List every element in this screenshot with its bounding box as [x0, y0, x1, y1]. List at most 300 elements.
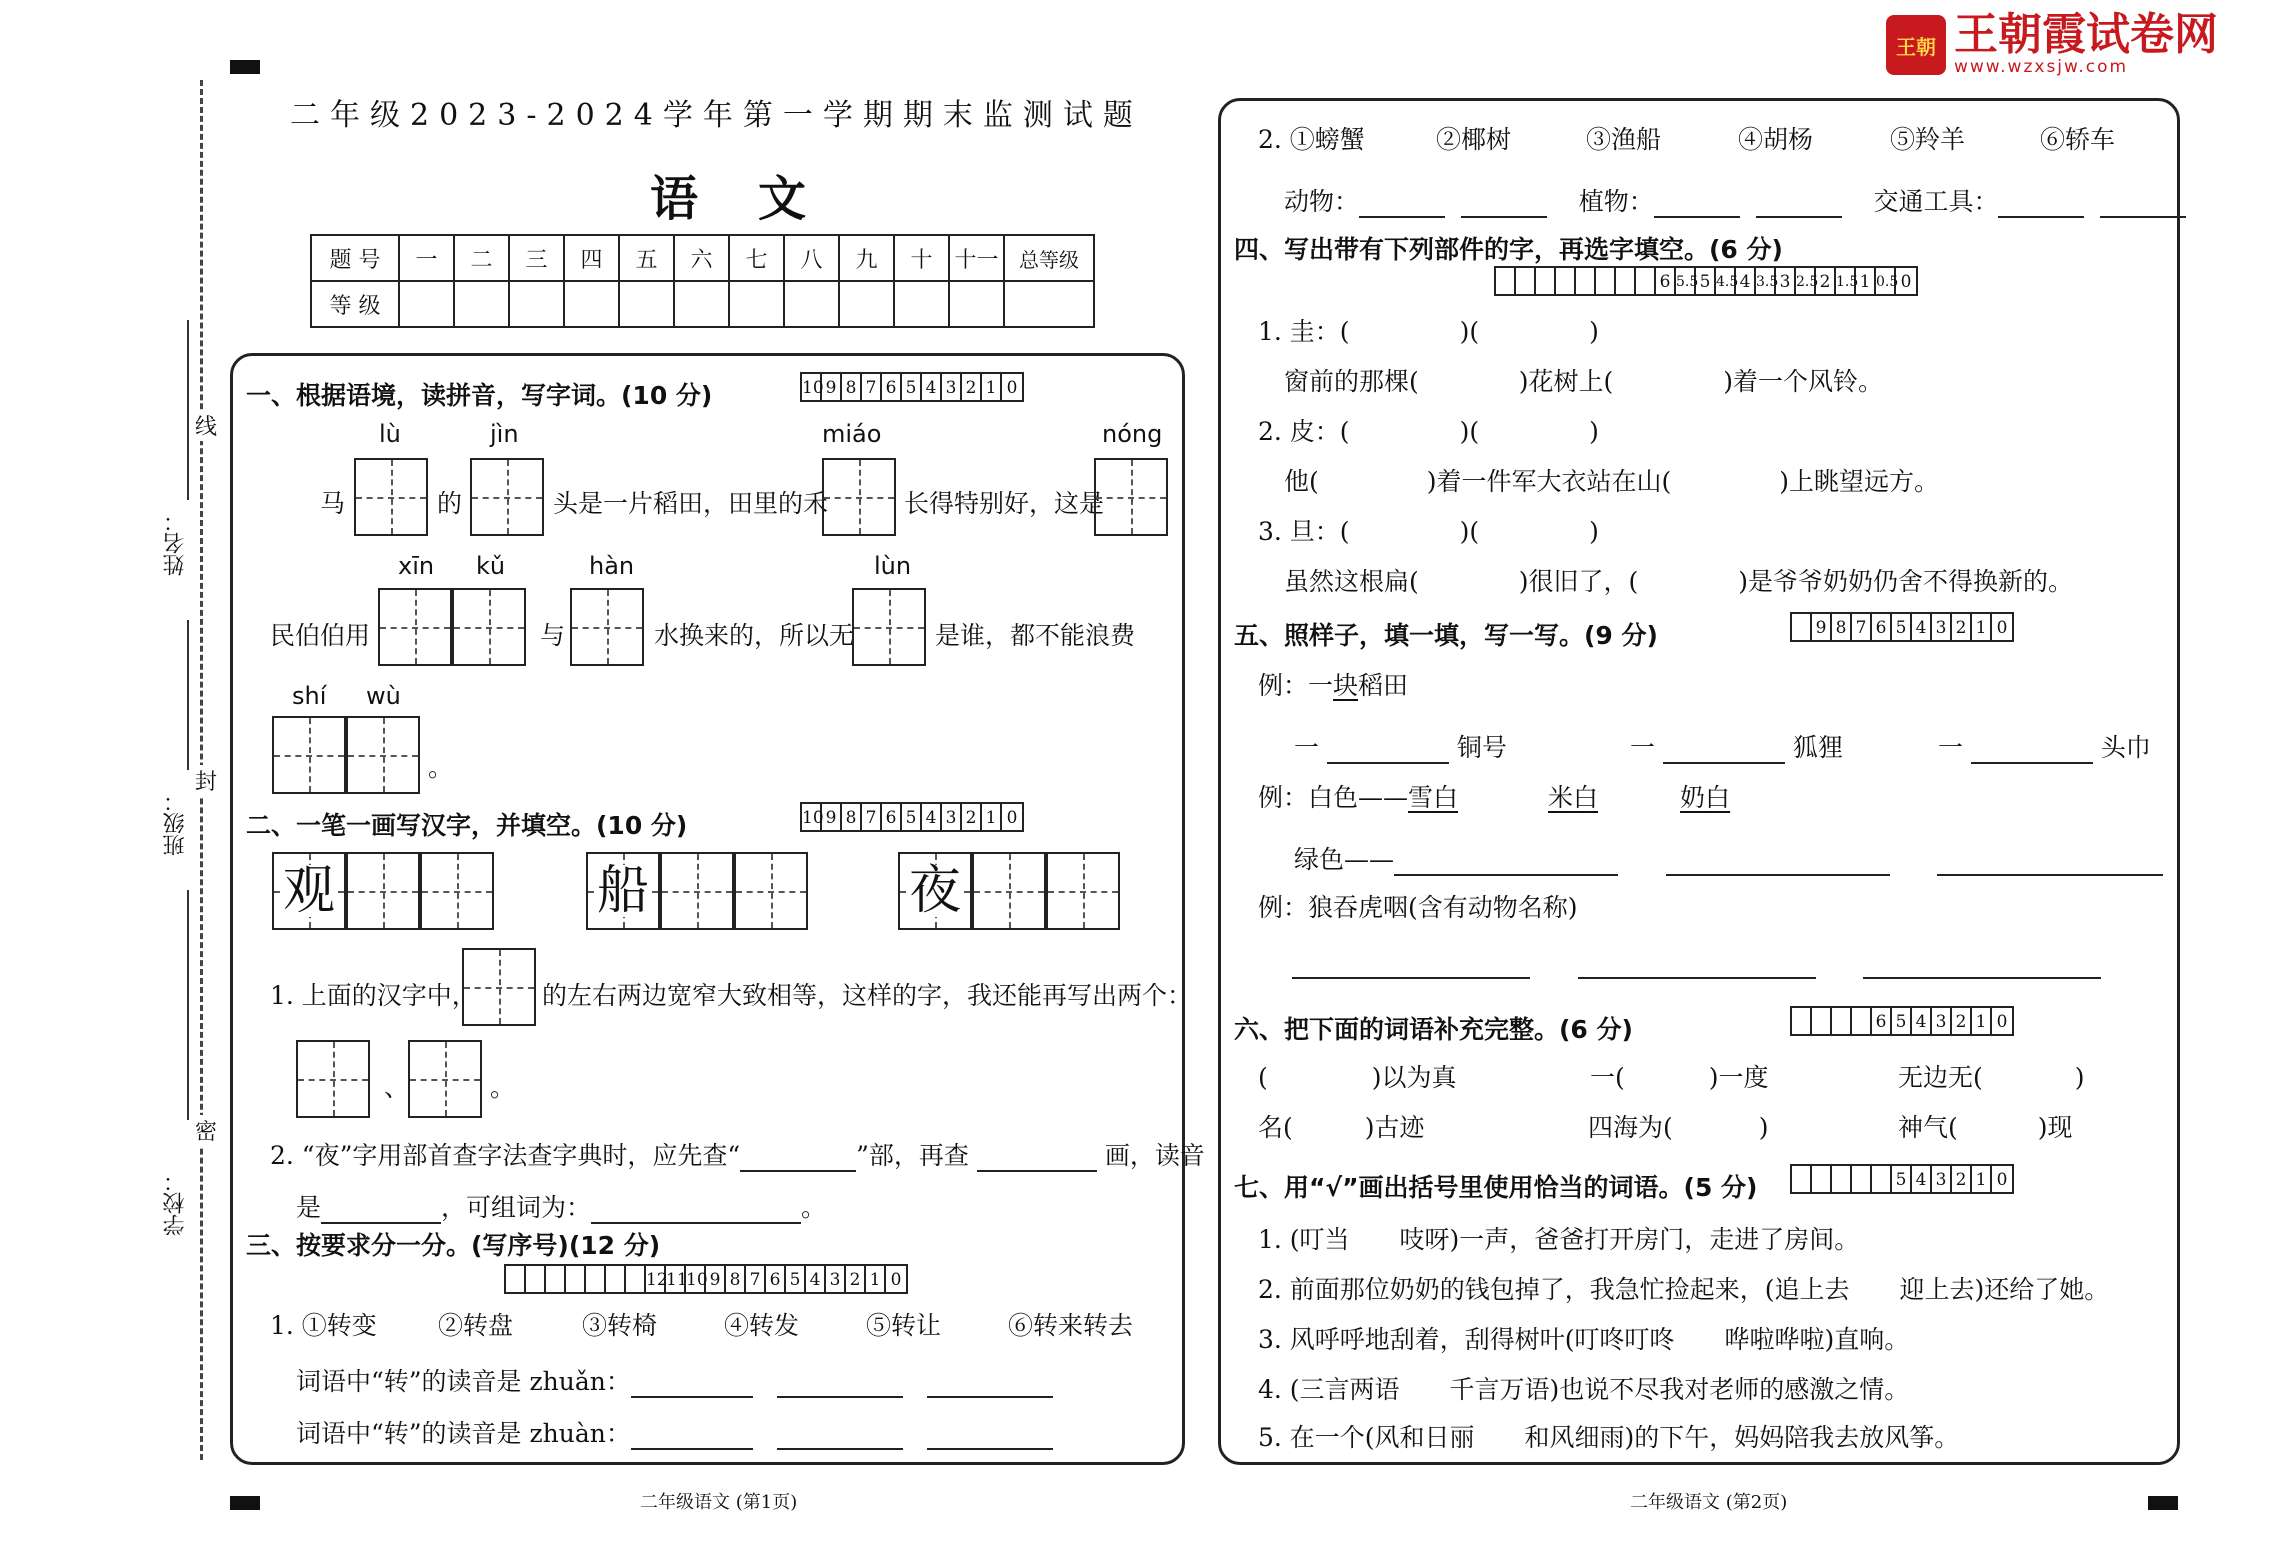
q2-part: 。 [801, 1193, 827, 1222]
q-line [1258, 512, 1599, 548]
option: ④胡杨 [1738, 125, 1814, 154]
score-grid-cell[interactable]: 3 [942, 374, 962, 400]
grade-cell[interactable] [454, 281, 509, 327]
score-grid-cell[interactable]: 0.5 [1876, 268, 1896, 294]
writing-box[interactable] [852, 588, 926, 666]
score-grid-cell[interactable]: 5 [1892, 1166, 1912, 1192]
idiom-part: )现 [2037, 1113, 2073, 1142]
pinyin: jìn [490, 420, 519, 448]
score-grid-empty-cell[interactable] [546, 1266, 566, 1292]
grade-cell[interactable] [894, 281, 949, 327]
score-grid-empty-cell[interactable] [1832, 1166, 1852, 1192]
idiom-item [1590, 1058, 1769, 1094]
line-label: 词语中“转”的读音是 zhuàn： [296, 1419, 631, 1448]
grade-cell[interactable] [564, 281, 619, 327]
writing-box[interactable] [1094, 458, 1168, 536]
green-line [1294, 840, 2163, 876]
writing-box[interactable] [822, 458, 896, 536]
score-grid-cell[interactable]: 7 [862, 804, 882, 830]
answer-blank[interactable] [1937, 850, 2163, 876]
idiom-item [1258, 1108, 1425, 1144]
score-grid-cell[interactable]: 6 [882, 804, 902, 830]
sentence-text: 与 [540, 621, 566, 650]
score-grid-empty-cell[interactable] [1616, 268, 1636, 294]
score-grid-cell[interactable]: 10 [802, 804, 822, 830]
example-2 [1258, 778, 1730, 814]
choice-item[interactable]: 3. 风呼呼地刮着，刮得树叶(叮咚叮咚 哗啦哗啦)直响。 [1258, 1325, 1910, 1354]
registration-mark [230, 60, 260, 74]
score-grid-empty-cell[interactable] [1792, 614, 1812, 640]
q-part: 1. 圭：( [1258, 317, 1350, 346]
option: ⑤转让 [866, 1311, 942, 1340]
writing-box[interactable] [570, 588, 644, 666]
writing-box[interactable] [1046, 852, 1120, 930]
ex-part: 狐狸 [1792, 733, 1843, 762]
score-grid-cell[interactable]: 9 [1812, 614, 1832, 640]
answer-blank[interactable] [631, 1372, 753, 1398]
choice-item[interactable]: 2. 前面那位奶奶的钱包掉了，我急忙捡起来，(追上去 迎上去)还给了她。 [1258, 1275, 2110, 1304]
grade-cell[interactable] [784, 281, 839, 327]
answer-blank[interactable] [927, 1424, 1053, 1450]
score-grid-cell[interactable]: 4 [1736, 268, 1756, 294]
grade-cell[interactable] [949, 281, 1004, 327]
score-grid-cell[interactable]: 3 [1932, 614, 1952, 640]
grade-cell[interactable] [674, 281, 729, 327]
score-grid-cell[interactable]: 2 [1952, 614, 1972, 640]
score-header-cell: 六 [674, 235, 729, 281]
answer-blank[interactable] [1461, 192, 1547, 218]
score-grid-cell[interactable]: 4 [922, 804, 942, 830]
score-grid [1790, 1164, 2014, 1194]
question-text [270, 1136, 1205, 1172]
choice-item[interactable]: 5. 在一个(风和日丽 和风细雨)的下午，妈妈陪我去放风筝。 [1258, 1423, 1960, 1452]
score-grid-cell[interactable]: 2 [1952, 1008, 1972, 1034]
pinyin: wù [366, 682, 401, 710]
writing-box[interactable] [452, 588, 526, 666]
score-header-cell: 总等级 [1004, 235, 1094, 281]
answer-blank[interactable] [591, 1198, 801, 1224]
section-2-title: 二、一笔一画写汉字，并填空。(10 分) [246, 811, 688, 840]
answer-blank[interactable] [1578, 953, 1816, 979]
score-grid-empty-cell[interactable] [1792, 1008, 1812, 1034]
section-5-title: 五、照样子，填一填，写一写。(9 分) [1234, 621, 1658, 650]
answer-blank[interactable] [1359, 192, 1445, 218]
answer-blank[interactable] [1394, 850, 1618, 876]
ex-part: 雪白 [1408, 783, 1459, 812]
writing-box[interactable] [346, 716, 420, 794]
q-part: )花树上( [1518, 367, 1614, 396]
q-part: ) [1589, 417, 1599, 446]
score-grid-cell[interactable]: 3 [1776, 268, 1796, 294]
pinyin: miáo [822, 420, 882, 448]
writing-box-model [586, 852, 660, 930]
option: ④转发 [724, 1311, 800, 1340]
example-1 [1258, 666, 1408, 702]
score-grid-empty-cell[interactable] [626, 1266, 646, 1292]
score-grid-cell[interactable]: 3 [1932, 1166, 1952, 1192]
score-grid-cell[interactable]: 4 [1912, 1008, 1932, 1034]
logo-name: 王朝霞试卷网 [1954, 9, 2218, 60]
writing-box[interactable] [408, 1040, 482, 1118]
q-part: 3. 旦：( [1258, 517, 1350, 546]
answer-blank[interactable] [631, 1424, 753, 1450]
writing-box[interactable] [420, 852, 494, 930]
model-char: 观 [282, 861, 335, 921]
score-grid-cell[interactable]: 1 [1856, 268, 1876, 294]
writing-box[interactable] [734, 852, 808, 930]
score-grid-empty-cell[interactable] [1496, 268, 1516, 294]
score-grid-empty-cell[interactable] [1792, 1166, 1812, 1192]
writing-box[interactable] [272, 716, 346, 794]
period: 。 [490, 1073, 516, 1102]
q2-part: 是 [296, 1193, 322, 1222]
school-label: 学校： [163, 1170, 188, 1236]
q-part: )是爷爷奶奶仍舍不得换新的。 [1738, 567, 2074, 596]
score-grid-empty-cell[interactable] [606, 1266, 626, 1292]
writing-box-model [272, 852, 346, 930]
idiom-part: 名( [1258, 1113, 1293, 1142]
section-3-title: 三、按要求分一分。(写序号)(12 分) [246, 1231, 661, 1260]
seal-char: 封 [195, 765, 217, 796]
score-grid-cell[interactable]: 1 [866, 1266, 886, 1292]
score-grid-cell[interactable]: 1 [1972, 1008, 1992, 1034]
idiom-item [1898, 1058, 2085, 1094]
score-grid-cell[interactable]: 2 [846, 1266, 866, 1292]
q-part: ) [1589, 517, 1599, 546]
answer-blank[interactable] [1327, 738, 1449, 764]
ex-part: 绿色—— [1294, 845, 1395, 874]
score-grid-empty-cell[interactable] [1536, 268, 1556, 294]
sentence-text: 马 [320, 489, 346, 518]
score-grid-cell[interactable]: 5.5 [1676, 268, 1696, 294]
score-grid-cell[interactable]: 1.5 [1836, 268, 1856, 294]
score-grid-cell[interactable]: 6 [1872, 1008, 1892, 1034]
score-grid-cell[interactable]: 5 [786, 1266, 806, 1292]
q2-part: 2. “夜”字用部首查字法查字典时，应先查“ [270, 1141, 741, 1170]
score-grid-cell[interactable]: 8 [842, 804, 862, 830]
score-grid-cell[interactable]: 5 [902, 374, 922, 400]
section-6-title: 六、把下面的词语补充完整。(6 分) [1234, 1015, 1633, 1044]
score-grid-empty-cell[interactable] [566, 1266, 586, 1292]
score-grid-cell[interactable]: 9 [822, 804, 842, 830]
score-grid-cell[interactable]: 10 [802, 374, 822, 400]
score-grid-empty-cell[interactable] [1812, 1166, 1832, 1192]
score-header-cell: 四 [564, 235, 619, 281]
score-grid-cell[interactable]: 8 [1832, 614, 1852, 640]
score-header-cell: 一 [399, 235, 454, 281]
score-header-cell: 三 [509, 235, 564, 281]
name-line [187, 320, 189, 500]
writing-box[interactable] [296, 1040, 370, 1118]
score-grid-cell[interactable]: 3 [826, 1266, 846, 1292]
q-part: )( [1459, 317, 1480, 346]
subject-title: 语文 [650, 171, 867, 227]
score-grid-cell[interactable]: 3 [1932, 1008, 1952, 1034]
ex-part: 例：白色—— [1258, 783, 1409, 812]
writing-box[interactable] [354, 458, 428, 536]
q-part: ) [1589, 317, 1599, 346]
idiom-part: )古迹 [1364, 1113, 1425, 1142]
score-grid-cell[interactable]: 1 [1972, 614, 1992, 640]
ex-part: 一 [1630, 733, 1656, 762]
measure-line [1294, 728, 1507, 764]
section-1-title: 一、根据语境，读拼音，写字词。(10 分) [246, 381, 713, 410]
pinyin: xīn [398, 552, 435, 580]
score-grid-cell[interactable]: 6 [1656, 268, 1676, 294]
ex-part: 稻田 [1358, 671, 1409, 700]
answer-line [296, 1362, 1053, 1398]
q-part: 2. 皮：( [1258, 417, 1350, 446]
score-grid-cell[interactable]: 8 [726, 1266, 746, 1292]
option: ③渔船 [1586, 125, 1662, 154]
q-line [1258, 412, 1599, 448]
grade-cell[interactable] [839, 281, 894, 327]
score-grid-cell[interactable]: 6 [882, 374, 902, 400]
score-header-cell: 七 [729, 235, 784, 281]
score-grid-cell[interactable]: 2 [1952, 1166, 1972, 1192]
grade-cell[interactable] [729, 281, 784, 327]
q-part: 他( [1284, 467, 1319, 496]
answer-blank[interactable] [977, 1146, 1097, 1172]
choice-item[interactable]: 1. (叮当 吱呀)一声，爸爸打开房门，走进了房间。 [1258, 1225, 1860, 1254]
score-grid-cell[interactable]: 0 [1900, 272, 1912, 292]
score-grid-cell[interactable]: 2 [962, 374, 982, 400]
writing-box[interactable] [972, 852, 1046, 930]
score-grid-cell[interactable]: 6 [1872, 614, 1892, 640]
sentence-text: 。 [428, 753, 454, 782]
answer-blank[interactable] [2100, 192, 2186, 218]
score-header-cell: 十一 [949, 235, 1004, 281]
model-char: 船 [596, 861, 649, 921]
q2-part: 画，读音 [1104, 1141, 1205, 1170]
score-header-cell: 二 [454, 235, 509, 281]
pinyin: nóng [1102, 420, 1163, 448]
class-label: 班级： [163, 790, 188, 856]
option: ⑤羚羊 [1890, 125, 1966, 154]
answer-blank[interactable] [1971, 738, 2093, 764]
sentence-text: 的 [437, 489, 463, 518]
score-header-cell: 八 [784, 235, 839, 281]
ex-part: 奶白 [1680, 783, 1731, 812]
idiom-part: ) [2074, 1063, 2085, 1092]
score-header-cell: 题 号 [311, 235, 399, 281]
section-4-title: 四、写出带有下列部件的字，再选字填空。(6 分) [1234, 235, 1783, 264]
category-label: 交通工具： [1873, 187, 1999, 216]
score-grid-empty-cell[interactable] [1832, 1008, 1852, 1034]
grade-cell[interactable] [509, 281, 564, 327]
answer-line [296, 1414, 1053, 1450]
score-grid-cell[interactable]: 3.5 [1756, 268, 1776, 294]
score-grid-cell[interactable]: 9 [706, 1266, 726, 1292]
measure-line [1630, 728, 1843, 764]
page-footer-1: 二年级语文 (第1页) [640, 1492, 798, 1513]
score-grid-cell[interactable]: 0 [1996, 1170, 2008, 1190]
option: ⑥转来转去 [1008, 1311, 1134, 1340]
score-grid-empty-cell[interactable] [1852, 1166, 1872, 1192]
idiom-part: 神气( [1898, 1113, 1958, 1142]
score-grid [800, 802, 1024, 832]
answer-blank[interactable] [740, 1146, 856, 1172]
pinyin: lùn [874, 552, 912, 580]
ex-part: 一 [1294, 733, 1320, 762]
score-grid-cell[interactable]: 5 [1696, 268, 1716, 294]
score-grid-cell[interactable]: 0 [1006, 378, 1018, 398]
score-grid-empty-cell[interactable] [1556, 268, 1576, 294]
q-line [1284, 362, 1883, 398]
score-grid-cell[interactable]: 0 [890, 1270, 902, 1290]
pinyin: lù [379, 420, 401, 448]
measure-line [1938, 728, 2151, 764]
score-grid-empty-cell[interactable] [526, 1266, 546, 1292]
sentence-text: 水换来的，所以无 [654, 621, 855, 650]
score-header-cell: 五 [619, 235, 674, 281]
score-grid-cell[interactable]: 12 [646, 1266, 666, 1292]
ex-part: 一 [1938, 733, 1964, 762]
score-grid-empty-cell[interactable] [586, 1266, 606, 1292]
idiom-part: 无边无( [1898, 1063, 1983, 1092]
score-grid-cell[interactable]: 10 [686, 1266, 706, 1292]
option: ③转椅 [582, 1311, 658, 1340]
writing-box[interactable] [470, 458, 544, 536]
score-grid-empty-cell[interactable] [1812, 1008, 1832, 1034]
score-grid-empty-cell[interactable] [1576, 268, 1596, 294]
idiom-item [1898, 1108, 2073, 1144]
score-grid-cell[interactable]: 3 [942, 804, 962, 830]
score-grid-cell[interactable]: 4 [806, 1266, 826, 1292]
score-grid-empty-cell[interactable] [1596, 268, 1616, 294]
choice-item[interactable]: 4. (三言两语 千言万语)也说不尽我对老师的感激之情。 [1258, 1375, 1910, 1404]
name-label: 姓名： [163, 510, 188, 576]
idiom-item [1258, 1058, 1457, 1094]
score-grid [1494, 266, 1918, 296]
q-part: 窗前的那棵( [1284, 367, 1419, 396]
writing-box[interactable] [462, 948, 536, 1026]
question-text: 的左右两边宽窄大致相等，这样的字，我还能再写出两个： [542, 981, 1193, 1010]
site-logo [1886, 10, 2218, 80]
q-part: )着一个风铃。 [1723, 367, 1884, 396]
logo-seal-icon: 王朝 [1886, 15, 1946, 75]
answer-blank[interactable] [1663, 738, 1785, 764]
score-grid-cell[interactable]: 9 [822, 374, 842, 400]
ex-part: 头巾 [2100, 733, 2151, 762]
writing-box[interactable] [378, 588, 452, 666]
score-grid-cell[interactable]: 7 [746, 1266, 766, 1292]
score-grid-cell[interactable]: 0 [1006, 808, 1018, 828]
separator: 、 [384, 1073, 410, 1102]
option: 2. ①螃蟹 [1258, 125, 1365, 154]
option: ②转盘 [438, 1311, 514, 1340]
line-char: 线 [195, 410, 217, 441]
category-label: 动物： [1284, 187, 1360, 216]
score-grid-cell[interactable]: 6 [766, 1266, 786, 1292]
score-grid-cell[interactable]: 11 [666, 1266, 686, 1292]
option: 1. ①转变 [270, 1311, 377, 1340]
q2-part: ，可组词为： [441, 1193, 592, 1222]
score-grid-cell[interactable]: 4.5 [1716, 268, 1736, 294]
score-grid-empty-cell[interactable] [506, 1266, 526, 1292]
score-grid-empty-cell[interactable] [1852, 1008, 1872, 1034]
ex-part: 铜号 [1456, 733, 1507, 762]
score-grid-empty-cell[interactable] [1636, 268, 1656, 294]
grade-cell[interactable] [619, 281, 674, 327]
score-grid-cell[interactable]: 5 [902, 804, 922, 830]
score-grid-cell[interactable]: 1 [982, 804, 1002, 830]
writing-box[interactable] [660, 852, 734, 930]
answer-blank[interactable] [777, 1372, 903, 1398]
score-grid-empty-cell[interactable] [1516, 268, 1536, 294]
score-grid-cell[interactable]: 5 [1892, 1008, 1912, 1034]
answer-blank[interactable] [1756, 192, 1842, 218]
question-text [296, 1188, 826, 1224]
score-grid-cell[interactable]: 1 [982, 374, 1002, 400]
answer-blank[interactable] [1863, 953, 2101, 979]
score-grid-cell[interactable]: 0 [1996, 1012, 2008, 1032]
q-line [1284, 462, 1939, 498]
answer-blank[interactable] [777, 1424, 903, 1450]
school-line [187, 890, 189, 1120]
class-line [187, 620, 189, 770]
section-7-title: 七、用“√”画出括号里使用恰当的词语。(5 分) [1234, 1173, 1758, 1202]
registration-mark [2148, 1496, 2178, 1510]
score-grid-empty-cell[interactable] [1872, 1166, 1892, 1192]
score-header-cell: 十 [894, 235, 949, 281]
answer-blank[interactable] [1998, 192, 2084, 218]
category-label: 植物： [1578, 187, 1654, 216]
sentence-text: 民伯伯用 [270, 621, 371, 650]
score-grid-cell[interactable]: 7 [862, 374, 882, 400]
page-footer-2: 二年级语文 (第2页) [1630, 1492, 1788, 1513]
score-grid-cell[interactable]: 8 [842, 374, 862, 400]
ex-part: 块 [1333, 671, 1359, 700]
idiom-part: )以为真 [1371, 1063, 1457, 1092]
score-grid-cell[interactable]: 4 [922, 374, 942, 400]
logo-url: www.wzxsjw.com [1954, 57, 2129, 77]
q2-part: ”部，再查 [856, 1141, 969, 1170]
score-grid-cell[interactable]: 4 [1912, 1166, 1932, 1192]
answer-blank[interactable] [927, 1372, 1053, 1398]
score-grid-cell[interactable]: 5 [1892, 614, 1912, 640]
option: ⑥轿车 [2040, 125, 2116, 154]
grade-cell[interactable] [1004, 281, 1094, 327]
score-grid [1790, 1006, 2014, 1036]
score-grid-cell[interactable]: 0 [1996, 618, 2008, 638]
sentence-text: 长得特别好，这是 [904, 489, 1105, 518]
q-part: )很旧了，( [1518, 567, 1639, 596]
score-grid-cell[interactable]: 2.5 [1796, 268, 1816, 294]
answer-blank[interactable] [1654, 192, 1740, 218]
q-line [1284, 562, 2073, 598]
answer-blank[interactable] [321, 1198, 441, 1224]
score-grid [1790, 612, 2014, 642]
ex-part: 例：一 [1258, 671, 1334, 700]
answer-blank[interactable] [1292, 953, 1530, 979]
ex-part: 米白 [1548, 783, 1599, 812]
grade-cell[interactable] [399, 281, 454, 327]
idiom-line [1292, 950, 2101, 979]
exam-title: 二年级2023-2024学年第一学期期末监测试题 [290, 98, 1143, 133]
score-grid-cell[interactable]: 7 [1852, 614, 1872, 640]
sentence-text: 头是一片稻田，田里的禾 [553, 489, 829, 518]
score-grid-cell[interactable]: 2 [962, 804, 982, 830]
q-line [1258, 312, 1599, 348]
model-char: 夜 [908, 861, 961, 921]
writing-box[interactable] [346, 852, 420, 930]
score-grid-cell[interactable]: 1 [1972, 1166, 1992, 1192]
score-grid-cell[interactable]: 2 [1816, 268, 1836, 294]
line-label: 词语中“转”的读音是 zhuǎn： [296, 1367, 631, 1396]
score-grid-cell[interactable]: 4 [1912, 614, 1932, 640]
answer-blank[interactable] [1666, 850, 1890, 876]
